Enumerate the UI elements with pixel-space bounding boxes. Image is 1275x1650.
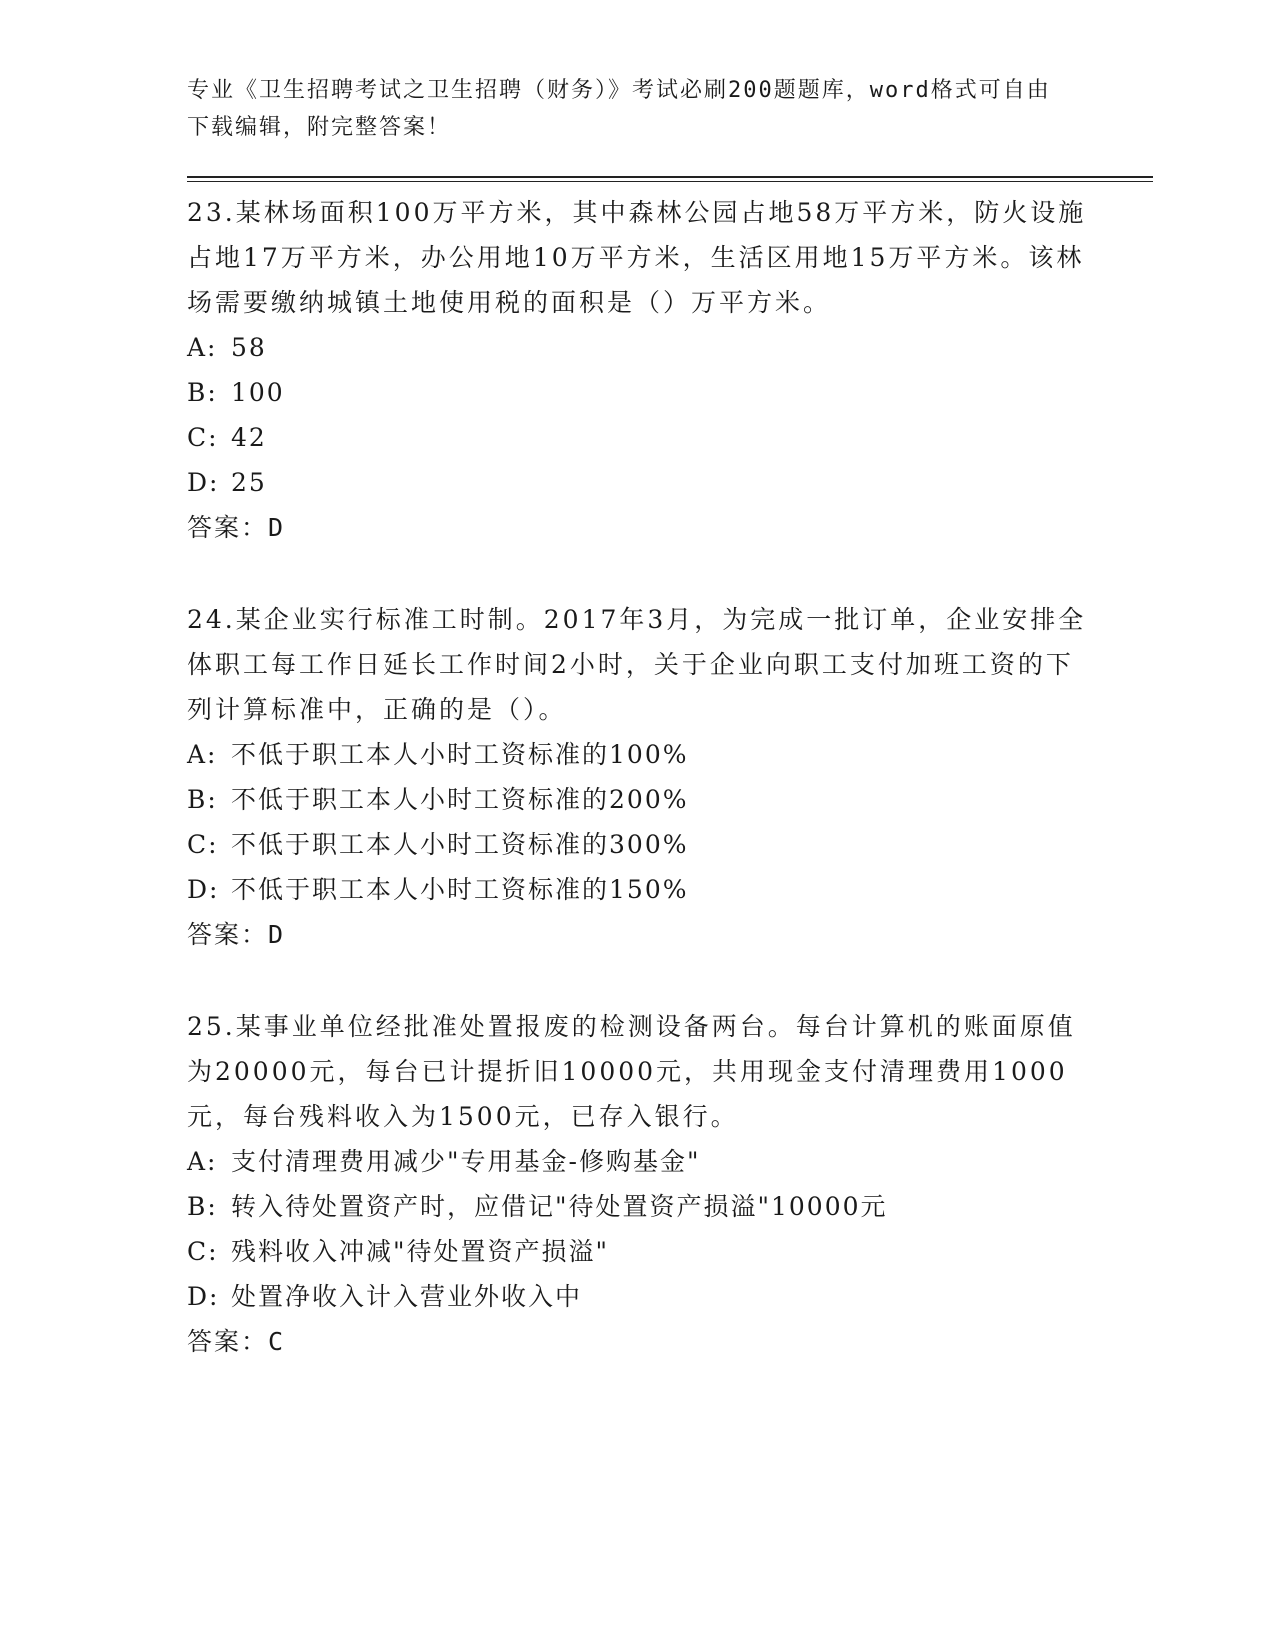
option-text: 处置净收入计入营业外收入中 — [231, 1282, 583, 1311]
option-text: 100 — [231, 378, 285, 407]
answer: 答案：D — [187, 920, 286, 949]
option-letter: A: — [187, 1147, 218, 1176]
option-text: 不低于职工本人小时工资标准的200% — [231, 785, 689, 814]
question-23 — [187, 190, 1087, 550]
option-letter: C: — [187, 830, 219, 859]
option-letter: B: — [187, 785, 218, 814]
option-letter: D: — [187, 468, 220, 497]
header-rule-thin — [187, 181, 1153, 182]
document-header: 专业《卫生招聘考试之卫生招聘（财务）》考试必刷200题题库，word格式可自由下载编辑，附完整答案！ — [187, 78, 1051, 140]
option-letter: D: — [187, 1282, 220, 1311]
option-d — [187, 460, 1087, 505]
option-letter: B: — [187, 1192, 218, 1221]
option-b — [187, 370, 1087, 415]
option-a — [187, 1139, 1087, 1184]
option-b — [187, 777, 1087, 822]
option-c — [187, 1229, 1087, 1274]
option-c — [187, 822, 1087, 867]
option-a — [187, 325, 1087, 370]
option-text: 58 — [231, 333, 267, 362]
question-stem: 24.某企业实行标准工时制。2017年3月，为完成一批订单，企业安排全体职工每工作日延长工作时间2小时，关于企业向职工支付加班工资的下列计算标准中，正确的是（）。 — [187, 605, 1087, 724]
option-letter: B: — [187, 378, 218, 407]
option-letter: D: — [187, 875, 220, 904]
answer: 答案：C — [187, 1327, 286, 1356]
option-text: 42 — [231, 423, 267, 452]
question-stem: 25.某事业单位经批准处置报废的检测设备两台。每台计算机的账面原值为20000元，每台已计提折旧10000元，共用现金支付清理费用1000元，每台残料收入为1500元，已存入银行。 — [187, 1012, 1076, 1131]
option-text: 不低于职工本人小时工资标准的100% — [231, 740, 689, 769]
question-24 — [187, 597, 1087, 957]
option-text: 不低于职工本人小时工资标准的300% — [231, 830, 689, 859]
option-d — [187, 867, 1087, 912]
option-d — [187, 1274, 1087, 1319]
option-text: 不低于职工本人小时工资标准的150% — [231, 875, 689, 904]
answer: 答案：D — [187, 513, 286, 542]
option-letter: A: — [187, 333, 218, 362]
header-rule-thick — [187, 176, 1153, 178]
option-letter: C: — [187, 423, 219, 452]
option-c — [187, 415, 1087, 460]
option-text: 残料收入冲减"待处置资产损溢" — [231, 1237, 609, 1266]
question-25 — [187, 1004, 1087, 1364]
option-letter: C: — [187, 1237, 219, 1266]
option-letter: A: — [187, 740, 218, 769]
option-text: 25 — [231, 468, 267, 497]
option-text: 转入待处置资产时，应借记"待处置资产损溢"10000元 — [231, 1192, 888, 1221]
question-stem: 23.某林场面积100万平方米，其中森林公园占地58万平方米，防火设施占地17万平方米，办公用地10万平方米，生活区用地15万平方米。该林场需要缴纳城镇土地使用税的面积是（）万平方米。 — [187, 198, 1087, 317]
option-text: 支付清理费用减少"专用基金-修购基金" — [231, 1147, 701, 1176]
option-b — [187, 1184, 1087, 1229]
option-a — [187, 732, 1087, 777]
